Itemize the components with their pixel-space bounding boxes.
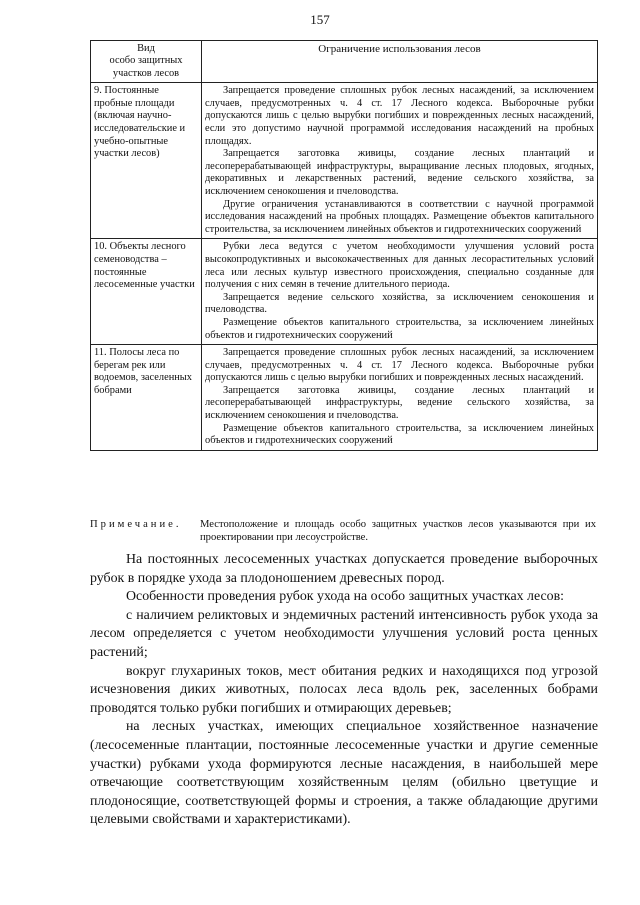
row-restriction-cell [202, 239, 598, 345]
restriction-paragraph: Запрещается заготовка живицы, создание лесных плантаций и лесоперерабатывающей инфраструктуры, ведение сельского хозяйства, за исключением сенокошения и пчеловодства. [205, 384, 594, 422]
note-text: Местоположение и площадь особо защитных участков лесов указываются при их проектировании при лесоустройстве. [200, 519, 596, 543]
restriction-paragraph: Рубки леса ведутся с учетом необходимости улучшения условий роста высокопродуктивных и высококачественных для данных лесорастительных условий леса или лесных культур известного происхождения, специально созданные для получения с них семян в течение длительного периода. [205, 241, 594, 291]
body-paragraph: На постоянных лесосеменных участках допускается проведение выборочных рубок в порядке ухода за плодоношением древесных пород. [90, 552, 598, 586]
restriction-paragraph: Другие ограничения устанавливаются в соответствии с научной программой исследования насаждений на пробных площадях. Размещение объектов капитального строительства, за исключением линейных объектов и гидротехнических сооружений [205, 198, 594, 235]
body-paragraph: Особенности проведения рубок ухода на особо защитных участках лесов: [126, 589, 565, 605]
row-type-cell: 11. Полосы леса по берегам рек или водоемов, заселенных бобрами [91, 345, 202, 451]
body-text [90, 551, 598, 830]
restriction-paragraph: Запрещается проведение сплошных рубок лесных насаждений, за исключением случаев, предусмотренных ч. 4 ст. 17 Лесного кодекса. Выборочные рубки допускаются лишь с целью вырубки погибших и поврежденных лесных насаждений, если это допустимо научной программой исследования насаждений на пробных площадях. [205, 85, 594, 147]
restriction-paragraph: Запрещается ведение сельского хозяйства, за исключением сенокошения и пчеловодства. [205, 291, 594, 316]
row-restriction-cell [202, 345, 598, 451]
row-restriction-cell [202, 83, 598, 239]
table-row [91, 83, 598, 239]
restriction-paragraph: Размещение объектов капитального строительства, за исключением линейных объектов и гидротехнических сооружений [205, 422, 594, 447]
page-number: 157 [310, 12, 330, 27]
restriction-paragraph: Запрещается заготовка живицы, создание лесных плантаций и лесоперерабатывающей инфраструктуры, выращивание лесных плодовых, ягодных, декоративных и лекарственных растений, ведение сельского хозяйства, за исключением сенокошения и пчеловодства. [205, 148, 594, 197]
note-label: Примечание. [90, 519, 182, 530]
header-type [91, 41, 202, 83]
row-type-cell: 10. Объекты лесного семеноводства – постоянные лесосеменные участки [91, 239, 202, 345]
restriction-paragraph: Запрещается проведение сплошных рубок лесных насаждений, за исключением случаев, предусмотренных ч. 4 ст. 17 Лесного кодекса. Выборочные рубки допускаются лишь с целью вырубки погибших и поврежденных лесных насаждений. [205, 347, 594, 384]
table-row [91, 345, 598, 451]
header-type-line: особо защитных [109, 55, 183, 67]
header-type-line: участков лесов [112, 67, 180, 79]
row-type-cell: 9. Постоянные пробные площади (включая научно-исследовательские и учебно-опытные участки лесов) [91, 83, 202, 239]
table-header-row [91, 41, 598, 83]
body-paragraph: вокруг глухариных токов, мест обитания редких и находящихся под угрозой исчезновения диких животных, полосах леса вдоль рек, заселенных бобрами проводятся только рубки погибших и отмирающих деревьев; [90, 663, 598, 716]
restriction-paragraph: Размещение объектов капитального строительства, за исключением линейных объектов и гидротехнических сооружений [205, 316, 594, 341]
body-paragraph: с наличием реликтовых и эндемичных растений интенсивность рубок ухода за лесом определяется с учетом необходимости улучшения условий роста ценных растений; [90, 607, 598, 660]
header-restriction: Ограничение использования лесов [202, 41, 598, 83]
table-note [90, 518, 600, 544]
restrictions-table [90, 40, 598, 451]
table-row [91, 239, 598, 345]
header-type-line: Вид [137, 43, 155, 54]
body-paragraph: на лесных участках, имеющих специальное хозяйственное назначение (лесосеменные плантации, постоянные лесосеменные участки и другие семенные участки) рубками ухода формируются лесные насаждения, в наибольшей мере отвечающие соответствующим хозяйственным целям (обильно цветущие и плодоносящие, соответствующей формы и строения, а также обладающие другими целевыми свойствами и характеристиками). [90, 719, 598, 828]
